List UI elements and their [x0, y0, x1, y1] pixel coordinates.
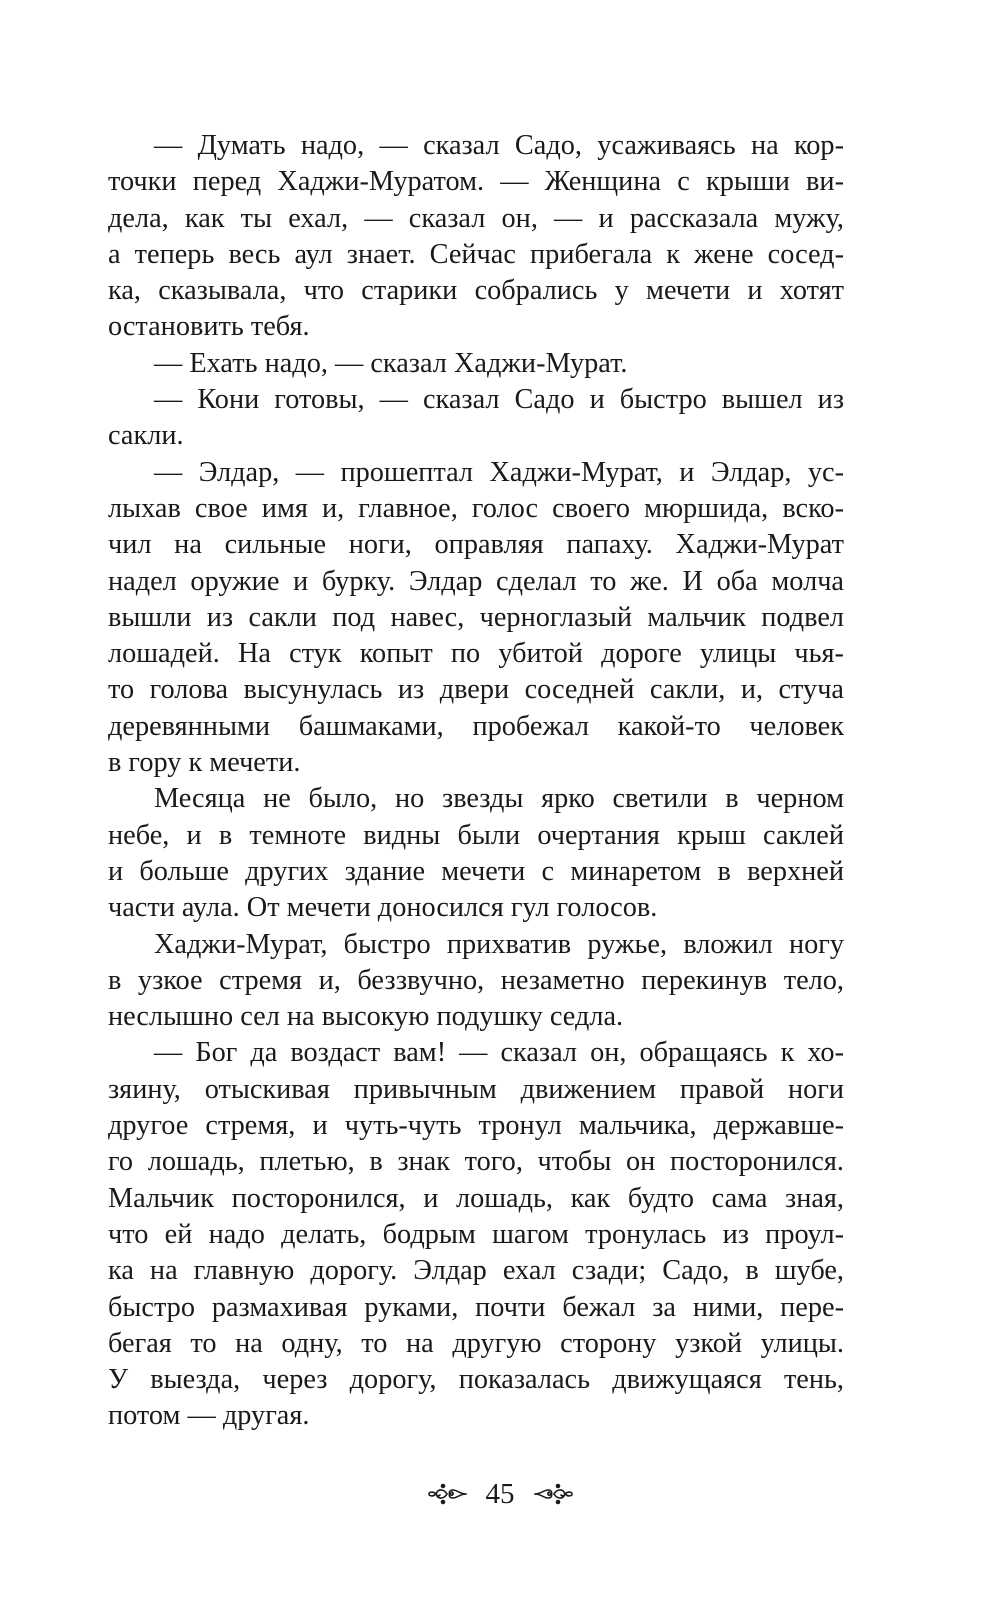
text-line: Мальчик посторонился, и лошадь, как будто сама зная, — [108, 1182, 844, 1214]
text-line: потом — другая. — [108, 1400, 310, 1432]
text-line: и больше других здание мечети с минаретом в верхней — [108, 855, 844, 887]
text-line: в узкое стремя и, беззвучно, незаметно перекинув тело, — [108, 964, 844, 996]
text-line: надел оружие и бурку. Элдар сделал то же. И оба молча — [108, 565, 844, 597]
text-line: Хаджи-Мурат, быстро прихватив ружье, вложил ногу — [154, 928, 844, 960]
text-line: зяину, отыскивая привычным движением правой ноги — [108, 1073, 844, 1105]
text-line: в гору к мечети. — [108, 747, 301, 779]
text-line: то голова высунулась из двери соседней сакли, и, стуча — [108, 674, 844, 706]
text-line: ка, сказывала, что старики собрались у мечети и хотят — [108, 275, 844, 307]
page-footer — [0, 1474, 1000, 1514]
text-line: го лошадь, плетью, в знак того, чтобы он посторонился. — [108, 1146, 844, 1178]
text-line: лошадей. На стук копыт по убитой дороге улицы чья- — [108, 638, 844, 670]
text-line: — Думать надо, — сказал Садо, усаживаясь на кор- — [154, 130, 844, 161]
text-line: — Кони готовы, — сказал Садо и быстро вышел из — [154, 384, 844, 416]
flourish-ornament-right-icon — [533, 1481, 575, 1507]
text-line: — Ехать надо, — сказал Хаджи-Мурат. — [154, 347, 628, 379]
text-line: чил на сильные ноги, оправляя папаху. Хаджи-Мурат — [108, 529, 844, 561]
text-line: ка на главную дорогу. Элдар ехал сзади; Садо, в шубе, — [108, 1255, 844, 1287]
text-line: сакли. — [108, 420, 184, 452]
text-line: а теперь весь аул знает. Сейчас прибегала к жене сосед- — [108, 238, 844, 270]
text-line: вышли из сакли под навес, черноглазый мальчик подвел — [108, 601, 844, 633]
text-line: дела, как ты ехал, — сказал он, — и рассказала мужу, — [108, 202, 844, 234]
text-line: части аула. От мечети доносился гул голосов. — [108, 892, 658, 924]
text-line: быстро размахивая руками, почти бежал за ними, пере- — [108, 1291, 844, 1323]
text-line: остановить тебя. — [108, 311, 310, 343]
text-line: точки перед Хаджи-Муратом. — Женщина с крыши ви- — [108, 166, 844, 198]
text-line: лыхав свое имя и, главное, голос своего мюршида, вско- — [108, 492, 844, 524]
text-line: небе, и в темноте видны были очертания крыш саклей — [108, 819, 844, 851]
text-line: — Бог да воздаст вам! — сказал он, обращаясь к хо- — [154, 1037, 844, 1069]
flourish-ornament-left-icon — [426, 1481, 468, 1507]
text-line: — Элдар, — прошептал Хаджи-Мурат, и Элдар, ус- — [154, 456, 844, 488]
text-line: бегая то на одну, то на другую сторону узкой улицы. — [108, 1327, 844, 1359]
text-line: другое стремя, и чуть-чуть тронул мальчика, державше- — [108, 1110, 844, 1142]
text-line: неслышно сел на высокую подушку седла. — [108, 1001, 624, 1033]
text-line: Месяца не было, но звезды ярко светили в черном — [154, 783, 844, 815]
page-text — [108, 128, 844, 1435]
text-line: деревянными башмаками, пробежал какой-то человек — [108, 710, 844, 742]
page-number: 45 — [485, 1478, 515, 1510]
text-line: У выезда, через дорогу, показалась движущаяся тень, — [108, 1364, 844, 1396]
text-line: что ей надо делать, бодрым шагом тронулась из проул- — [108, 1218, 844, 1250]
